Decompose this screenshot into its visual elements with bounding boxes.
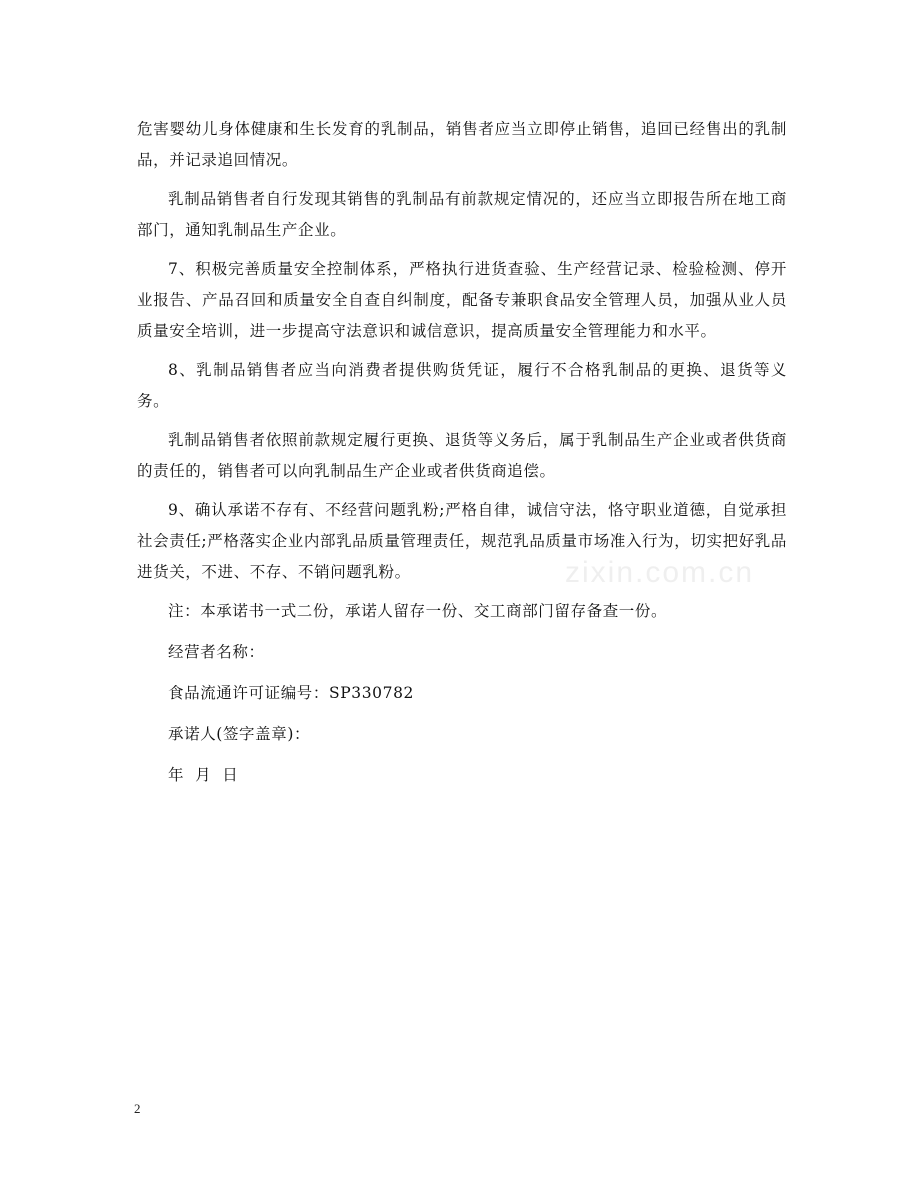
paragraph-recourse: 乳制品销售者依照前款规定履行更换、退货等义务后，属于乳制品生产企业或者供货商的责任的，销售者可以向乳制品生产企业或者供货商追偿。	[137, 431, 787, 480]
note-line: 注：本承诺书一式二份，承诺人留存一份、交工商部门留存备查一份。	[168, 602, 668, 620]
paragraph-item-7: 7、积极完善质量安全控制体系，严格执行进货查验、生产经营记录、检验检测、停开业报告、产品召回和质量安全自查自纠制度，配备专兼职食品安全管理人员，加强从业人员质量安全培训，进一步提高守法意识和诚信意识，提高质量安全管理能力和水平。	[137, 260, 787, 340]
document-body	[137, 114, 787, 801]
paragraph-continuation: 危害婴幼儿身体健康和生长发育的乳制品，销售者应当立即停止销售，追回已经售出的乳制品，并记录追回情况。	[137, 120, 787, 169]
signatory-field: 承诺人(签字盖章)：	[168, 725, 311, 743]
paragraph-seller-self-report: 乳制品销售者自行发现其销售的乳制品有前款规定情况的，还应当立即报告所在地工商部门，通知乳制品生产企业。	[137, 190, 787, 239]
operator-name-field: 经营者名称：	[168, 643, 265, 661]
watermark: zixin.com.cn	[565, 556, 755, 589]
paragraph-item-9: 9、确认承诺不存有、不经营问题乳粉;严格自律，诚信守法，恪守职业道德，自觉承担社会责任;严格落实企业内部乳品质量管理责任，规范乳品质量市场准入行为，切实把好乳品进货关，不进、不存、不销问题乳粉。	[137, 501, 787, 581]
date-field: 年 月 日	[168, 766, 239, 784]
license-number-field: 食品流通许可证编号：SP330782	[168, 684, 415, 702]
paragraph-item-8: 8、乳制品销售者应当向消费者提供购货凭证，履行不合格乳制品的更换、退货等义务。	[137, 361, 787, 410]
page-number: 2	[134, 1101, 141, 1116]
